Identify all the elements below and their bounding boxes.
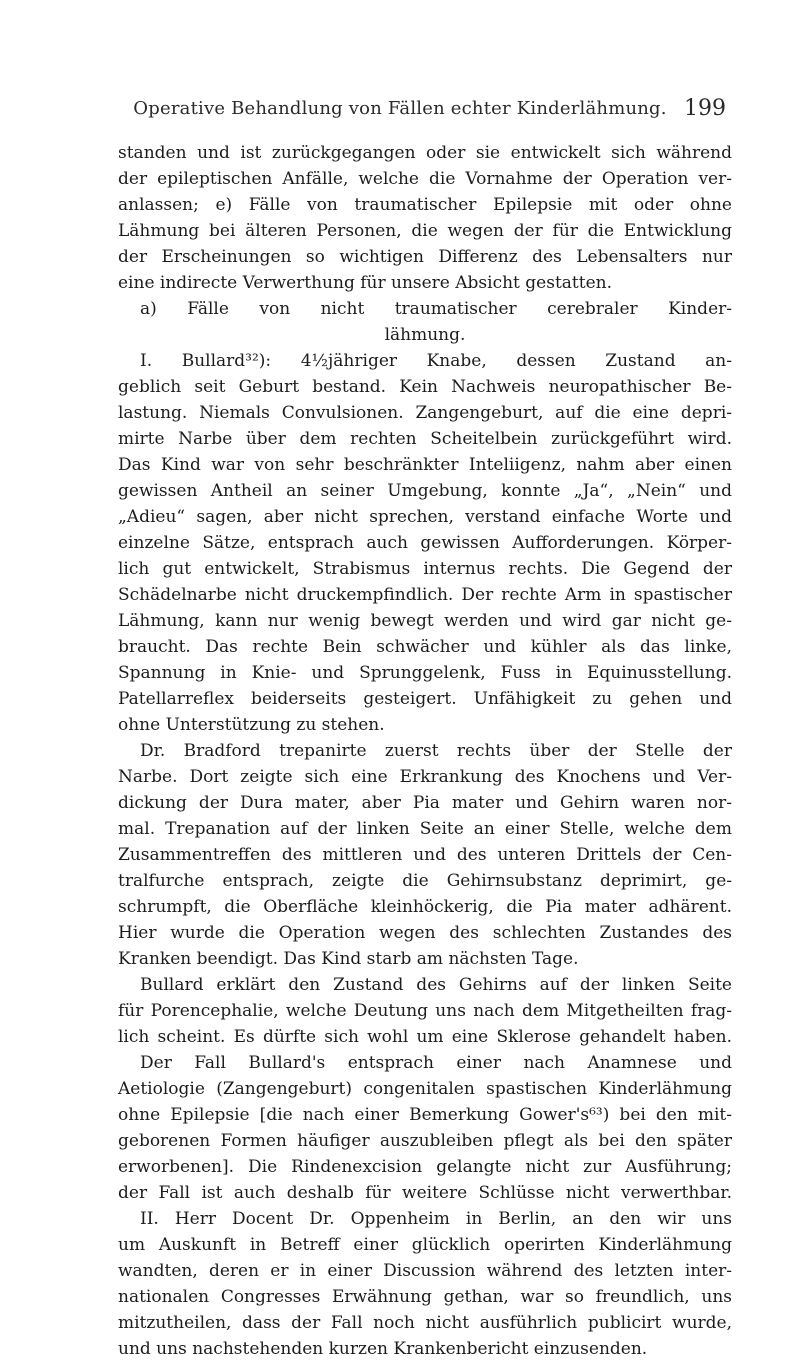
text-line: der Erscheinungen so wichtigen Differenz des Lebensalters nur (118, 247, 732, 267)
text-line: Dr. Bradford trepanirte zuerst rechts über der Stelle der (140, 741, 732, 761)
text-line: tralfurche entsprach, zeigte die Gehirnsubstanz deprimirt, ge- (118, 871, 732, 891)
text-line: nationalen Congresses Erwähnung gethan, war so freundlich, uns (118, 1287, 732, 1307)
text-line: Schädelnarbe nicht druckempfindlich. Der rechte Arm in spastischer (118, 585, 732, 605)
text-line: schrumpft, die Oberfläche kleinhöckerig, die Pia mater adhärent. (118, 897, 732, 917)
text-line: anlassen; e) Fälle von traumatischer Epilepsie mit oder ohne (118, 195, 732, 215)
text-line: und uns nachstehenden kurzen Krankenbericht einzusenden. (118, 1339, 648, 1359)
text-line: lich scheint. Es dürfte sich wohl um eine Sklerose gehandelt haben. (118, 1027, 732, 1047)
text-line: Zusammentreffen des mittleren und des unteren Drittels der Cen- (118, 845, 732, 865)
text-line: lastung. Niemals Convulsionen. Zangengeburt, auf die eine depri- (118, 403, 732, 423)
text-line: geblich seit Geburt bestand. Kein Nachweis neuropathischer Be- (118, 377, 732, 397)
text-line: um Auskunft in Betreff einer glücklich operirten Kinderlähmung (118, 1235, 732, 1255)
text-line: für Porencephalie, welche Deutung uns nach dem Mitgetheilten frag- (118, 1001, 732, 1021)
text-line: II. Herr Docent Dr. Oppenheim in Berlin, an den wir uns (140, 1209, 732, 1229)
page-number: 199 (684, 96, 726, 121)
running-head: Operative Behandlung von Fällen echter Kinderlähmung. (133, 98, 667, 119)
text-line: ohne Unterstützung zu stehen. (118, 715, 385, 735)
section-heading-cont: lähmung. (384, 325, 466, 345)
text-line: Bullard erklärt den Zustand des Gehirns auf der linken Seite (140, 975, 732, 995)
text-line: mirte Narbe über dem rechten Scheitelbein zurückgeführt wird. (118, 429, 732, 449)
text-line: einzelne Sätze, entsprach auch gewissen Aufforderungen. Körper- (118, 533, 732, 553)
text-line: Narbe. Dort zeigte sich eine Erkrankung des Knochens und Ver- (118, 767, 732, 787)
text-line: Spannung in Knie- und Sprunggelenk, Fuss in Equinusstellung. (118, 663, 732, 683)
page-header (0, 96, 800, 136)
text-line: wandten, deren er in einer Discussion während des letzten inter- (118, 1261, 732, 1281)
text-line: mal. Trepanation auf der linken Seite an einer Stelle, welche dem (118, 819, 732, 839)
text-line: Kranken beendigt. Das Kind starb am nächsten Tage. (118, 949, 579, 969)
section-heading: a) Fälle von nicht traumatischer cerebraler Kinder- (140, 299, 732, 319)
text-line: Das Kind war von sehr beschränkter Inteliigenz, nahm aber einen (118, 455, 732, 475)
case-heading: I. Bullard³²): 4½jähriger Knabe, dessen Zustand an- (140, 351, 732, 371)
text-line: Aetiologie (Zangengeburt) congenitalen spastischen Kinderlähmung (118, 1079, 732, 1099)
text-line: lich gut entwickelt, Strabismus internus rechts. Die Gegend der (118, 559, 732, 579)
text-line: Patellarreflex beiderseits gesteigert. Unfähigkeit zu gehen und (118, 689, 732, 709)
text-line: gewissen Antheil an seiner Umgebung, konnte „Ja“, „Nein“ und (118, 481, 732, 501)
body-text (118, 140, 732, 1362)
text-line: Lähmung, kann nur wenig bewegt werden und wird gar nicht ge- (118, 611, 732, 631)
text-line: Hier wurde die Operation wegen des schlechten Zustandes des (118, 923, 732, 943)
text-line: geborenen Formen häufiger auszubleiben pflegt als bei den später (118, 1131, 732, 1151)
text-line: der Fall ist auch deshalb für weitere Schlüsse nicht verwerthbar. (118, 1183, 732, 1203)
text-line: braucht. Das rechte Bein schwächer und kühler als das linke, (118, 637, 732, 657)
text-line: Der Fall Bullard's entsprach einer nach Anamnese und (140, 1053, 732, 1073)
text-line: mitzutheilen, dass der Fall noch nicht ausführlich publicirt wurde, (118, 1313, 732, 1333)
text-line: der epileptischen Anfälle, welche die Vornahme der Operation ver- (118, 169, 732, 189)
text-line: erworbenen]. Die Rindenexcision gelangte nicht zur Ausführung; (118, 1157, 732, 1177)
text-line: standen und ist zurückgegangen oder sie entwickelt sich während (118, 143, 732, 163)
text-line: Lähmung bei älteren Personen, die wegen der für die Entwicklung (118, 221, 732, 241)
text-line: ohne Epilepsie [die nach einer Bemerkung Gower's⁶³) bei den mit- (118, 1105, 732, 1125)
text-line: eine indirecte Verwerthung für unsere Absicht gestatten. (118, 273, 613, 293)
text-line: „Adieu“ sagen, aber nicht sprechen, verstand einfache Worte und (118, 507, 732, 527)
text-line: dickung der Dura mater, aber Pia mater und Gehirn waren nor- (118, 793, 732, 813)
